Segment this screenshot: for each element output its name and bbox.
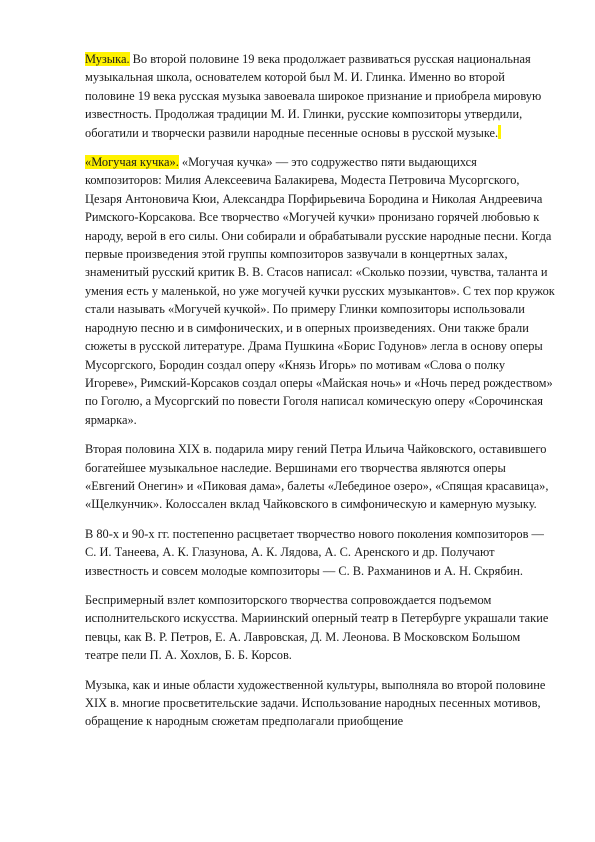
paragraph-tchaikovsky: [85, 440, 555, 514]
paragraph-text: Музыка, как и иные области художественной культуры, выполняла во второй половине XIX в. многие просветительские задачи. Использование народных песенных мотивов, обращение к народным сюжетам предполагали приобщение: [85, 677, 546, 729]
paragraph-music-intro: [85, 50, 555, 142]
paragraph-text: В 80-х и 90-х гг. постепенно расцветает творчество нового поколения композиторов — С. И. Танеева, А. К. Глазунова, А. К. Лядова, А. С. Аренского и др. Получают известность и совсем молодые композиторы — С. В. Рахманинов и А. Н. Скрябин.: [85, 526, 544, 578]
document-page: [85, 50, 555, 742]
paragraph-text: Во второй половине 19 века продолжает развиваться русская национальная музыкальная школа, основателем которой был М. И. Глинка. Именно во второй половине 19 века русская музыка завоевала широкое признание и приобрела мировую известность. Продолжая традиции М. И. Глинки, русские композиторы утвердили, обогатили и творчески развили народные песенные основы в русской музыке.: [85, 52, 542, 140]
highlighted-heading-mighty-handful: «Могучая кучка».: [85, 155, 179, 170]
paragraph-text: «Могучая кучка» — это содружество пяти выдающихся композиторов: Милия Алексеевича Балакирева, Модеста Петровича Мусоргского, Цезаря Антоновича Кюи, Александра Порфирьевича Бородина и Николая Андреевича Римского-Корсакова. Все творчество «Могучей кучки» пронизано горячей любовью к народу, верой в его силы. Они собирали и обрабатывали русские народные песни. Когда первые произведения этой группы композиторов зазвучали в концертных залах, знаменитый русский критик В. В. Стасов написал: «Сколько поэзии, чувства, таланта и умения есть у маленькой, но уже могучей кучки русских музыкантов». С тех пор кружок стали называть «Могучей кучкой». По примеру Глинки композиторы использовали народную песню и в симфонических, и в оперных произведениях. Они также брали сюжеты в русской литературе. Драма Пушкина «Борис Годунов» легла в основу оперы Мусоргского, Бородин создал оперу «Князь Игорь» по мотивам «Слова о полку Игореве», Римский-Корсаков создал оперы «Майская ночь» и «Ночь перед рождеством» по Гоголю, а Мусоргский по повести Гоголя написал комическую оперу «Сорочинская ярмарка».: [85, 155, 555, 427]
highlight-mark: [498, 125, 501, 139]
paragraph-new-generation: [85, 525, 555, 580]
paragraph-text: Беспримерный взлет композиторского творчества сопровождается подъемом исполнительского искусства. Мариинский оперный театр в Петербурге украшали такие певцы, как В. Р. Петров, Е. А. Лавровская, Д. М. Леонова. В Московском Большом театре пели П. А. Хохлов, Б. Б. Корсов.: [85, 592, 549, 663]
highlighted-heading-music: Музыка.: [85, 52, 130, 66]
paragraph-mighty-handful: [85, 153, 555, 429]
paragraph-enlightenment: [85, 676, 555, 731]
paragraph-text: Вторая половина XIX в. подарила миру гений Петра Ильича Чайковского, оставившего богатейшее музыкальное наследие. Вершинами его творчества являются оперы «Евгений Онегин» и «Пиковая дама», балеты «Лебединое озеро», «Спящая красавица», «Щелкунчик». Колоссален вклад Чайковского в симфоническую и камерную музыку.: [85, 442, 549, 512]
paragraph-performing-art: [85, 591, 555, 665]
